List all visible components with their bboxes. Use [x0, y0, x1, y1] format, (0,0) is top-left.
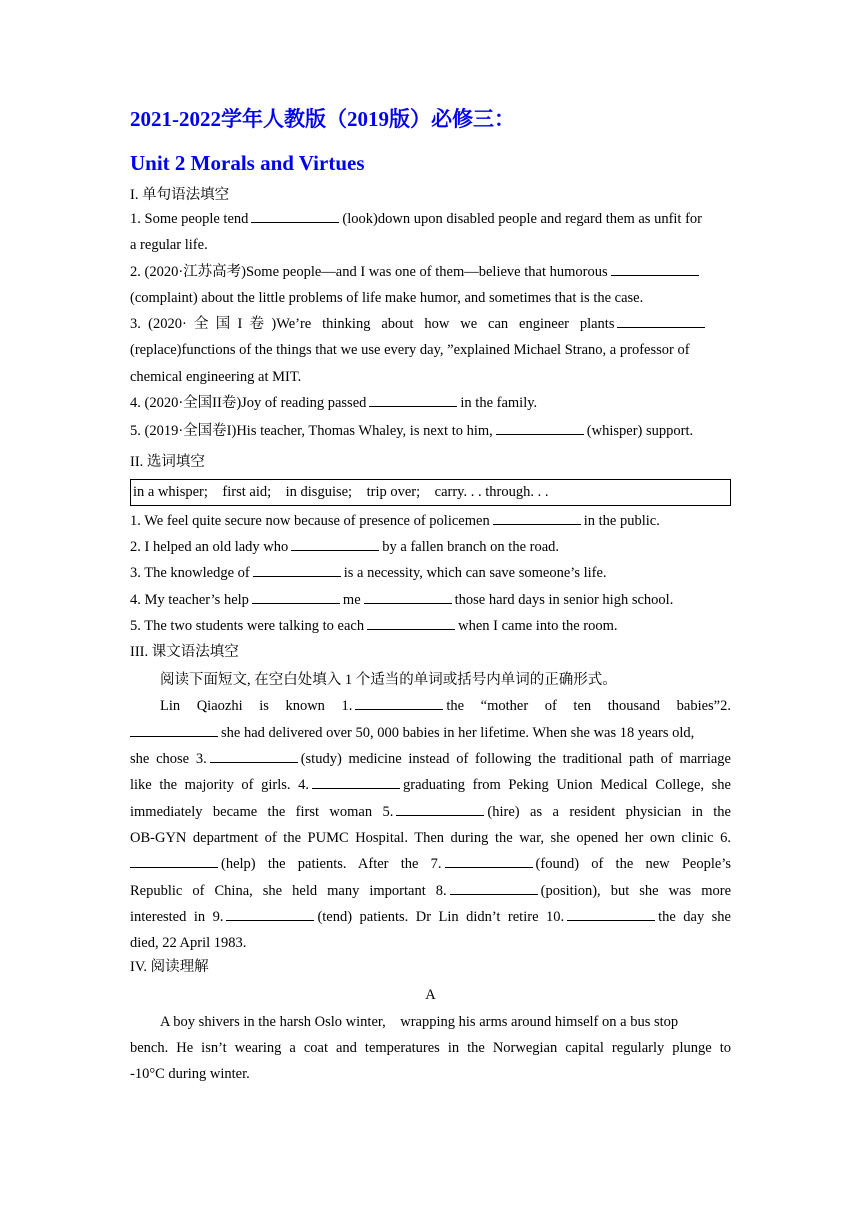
answer-blank[interactable]: [450, 880, 538, 895]
answer-blank[interactable]: [567, 906, 655, 921]
s2-q5: 5. The two students were talking to each when I came into the room.: [130, 613, 731, 639]
section-3-heading: III. 课文语法填空: [130, 644, 239, 661]
s2-q3: 3. The knowledge of is a necessity, which can save someone’s life.: [130, 560, 731, 586]
answer-blank[interactable]: [291, 536, 379, 551]
s1-q1-line1: 1. Some people tend (look)down upon disabled people and regard them as unfit for: [130, 206, 731, 232]
answer-blank[interactable]: [367, 615, 455, 630]
s3-line9: interested in 9. (tend) patients. Dr Lin didn’t retire 10. the day she: [130, 904, 731, 930]
unit-title: Unit 2 Morals and Virtues: [130, 151, 365, 175]
answer-blank[interactable]: [251, 208, 339, 223]
s1-q5: 5. (2019·全国卷I)His teacher, Thomas Whaley, is next to him, (whisper) support.: [130, 418, 731, 444]
answer-blank[interactable]: [396, 801, 484, 816]
answer-blank[interactable]: [210, 748, 298, 763]
s1-q4: 4. (2020·全国II卷)Joy of reading passed in the family.: [130, 390, 731, 416]
s3-line10: died, 22 April 1983.: [130, 935, 247, 952]
word-box: in a whisper; first aid; in disguise; trip over; carry. . . through. . .: [130, 479, 731, 506]
answer-blank[interactable]: [611, 261, 699, 276]
passage-line3: -10°C during winter.: [130, 1066, 250, 1083]
s1-q2-line1: 2. (2020·江苏高考)Some people—and I was one of them—believe that humorous: [130, 259, 731, 285]
s2-q2: 2. I helped an old lady who by a fallen branch on the road.: [130, 534, 731, 560]
answer-blank[interactable]: [252, 589, 340, 604]
s3-line7: (help) the patients. After the 7. (found) of the new People’s: [130, 851, 731, 877]
answer-blank[interactable]: [364, 589, 452, 604]
section-1-heading: I. 单句语法填空: [130, 187, 230, 203]
answer-blank[interactable]: [130, 853, 218, 868]
s3-line8: Republic of China, she held many important 8. (position), but she was more: [130, 878, 731, 904]
section-2-heading: II. 选词填空: [130, 453, 205, 470]
answer-blank[interactable]: [312, 774, 400, 789]
s1-q3-line3: chemical engineering at MIT.: [130, 368, 302, 385]
document-page: [130, 104, 731, 1088]
answer-blank[interactable]: [496, 420, 584, 435]
s1-q1-line2: a regular life.: [130, 237, 208, 254]
answer-blank[interactable]: [617, 313, 705, 328]
s1-q3-line1: 3. (2020· 全 国 I 卷 )We’re thinking about how we can engineer plants: [130, 311, 731, 337]
s2-q4: 4. My teacher’s help me those hard days in senior high school.: [130, 587, 731, 613]
s3-line1: Lin Qiaozhi is known 1. the “mother of ten thousand babies”2.: [130, 693, 731, 719]
s3-line4: like the majority of girls. 4. graduating from Peking Union Medical College, she: [130, 772, 731, 798]
passage-line2: bench. He isn’t wearing a coat and temperatures in the Norwegian capital regularly plunge to: [130, 1040, 731, 1057]
s3-instruction: 阅读下面短文, 在空白处填入 1 个适当的单词或括号内单词的正确形式。: [160, 672, 617, 689]
answer-blank[interactable]: [355, 695, 443, 710]
answer-blank[interactable]: [130, 722, 218, 737]
answer-blank[interactable]: [369, 392, 457, 407]
answer-blank[interactable]: [226, 906, 314, 921]
s1-q3-line2: (replace)functions of the things that we use every day, ”explained Michael Strano, a professor of: [130, 342, 690, 359]
s3-line5: immediately became the first woman 5. (hire) as a resident physician in the: [130, 799, 731, 825]
section-4-heading: IV. 阅读理解: [130, 959, 209, 976]
answer-blank[interactable]: [445, 853, 533, 868]
document-title: 2021-2022学年人教版（2019版）必修三：: [130, 107, 515, 131]
answer-blank[interactable]: [493, 510, 581, 525]
answer-blank[interactable]: [253, 562, 341, 577]
passage-label: A: [425, 987, 436, 1004]
s1-q2-line2: (complaint) about the little problems of life make humor, and sometimes that is the case.: [130, 289, 644, 306]
s3-line2: she had delivered over 50, 000 babies in her lifetime. When she was 18 years old,: [130, 720, 731, 746]
passage-line1: A boy shivers in the harsh Oslo winter, wrapping his arms around himself on a bus stop: [160, 1013, 679, 1030]
s2-q1: 1. We feel quite secure now because of presence of policemen in the public.: [130, 508, 731, 534]
s3-line3: she chose 3. (study) medicine instead of following the traditional path of marriage: [130, 746, 731, 772]
s3-line6: OB-GYN department of the PUMC Hospital. Then during the war, she opened her own clinic 6.: [130, 829, 731, 846]
